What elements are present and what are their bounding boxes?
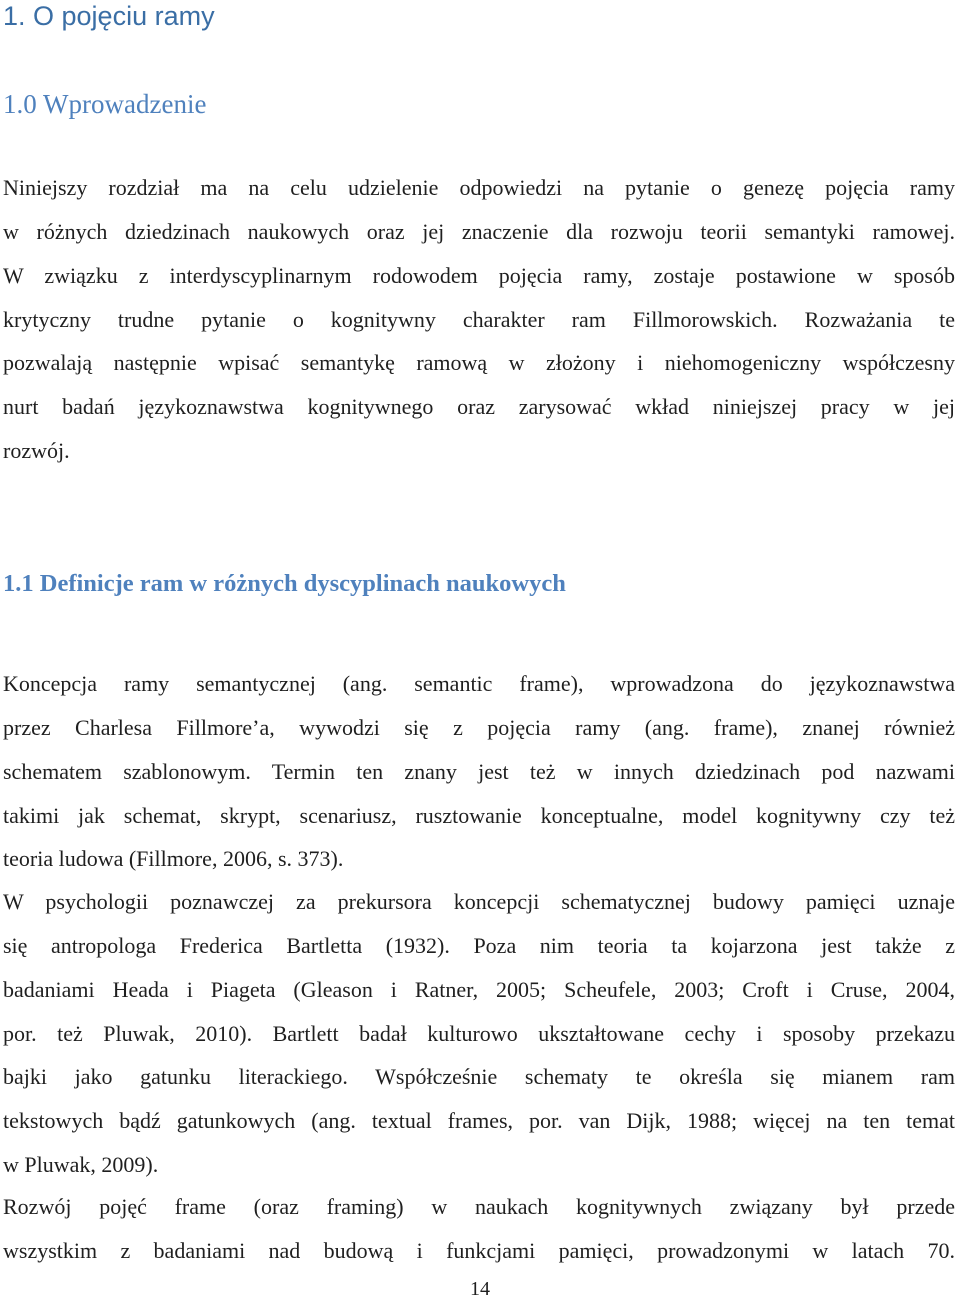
text-line: bajki jako gatunku literackiego. Współcześnie schematy te określa się mianem ram bbox=[3, 1064, 955, 1090]
text-line: przez Charlesa Fillmore’a, wywodzi się z pojęcia ramy (ang. frame), znanej również bbox=[3, 714, 955, 740]
text-line: teoria ludowa (Fillmore, 2006, s. 373). bbox=[3, 846, 344, 872]
page-number: 14 bbox=[470, 1278, 490, 1300]
text-line: por. też Pluwak, 2010). Bartlett badał kulturowo ukształtowane cechy i sposoby przekazu bbox=[3, 1020, 955, 1046]
section-heading-introduction: 1.0 Wprowadzenie bbox=[3, 89, 207, 119]
text-line: Rozwój pojęć frame (oraz framing) w naukach kognitywnych związany był przede bbox=[3, 1194, 955, 1219]
text-line: takimi jak schemat, skrypt, scenariusz, rusztowanie konceptualne, model kognitywny czy też bbox=[3, 802, 955, 828]
text-line: wszystkim z badaniami nad budową i funkcjami pamięci, prowadzonymi w latach 70. bbox=[3, 1237, 955, 1263]
text-line: rozwój. bbox=[3, 438, 70, 464]
paragraph-frame-development bbox=[3, 1185, 955, 1273]
text-line: w Pluwak, 2009). bbox=[3, 1152, 159, 1178]
text-line: W psychologii poznawczej za prekursora koncepcji schematycznej budowy pamięci uznaje bbox=[3, 889, 955, 914]
paragraph-semantic-frame bbox=[3, 662, 955, 881]
text-line: Niniejszy rozdział ma na celu udzielenie odpowiedzi na pytanie o genezę pojęcia ramy bbox=[3, 175, 955, 200]
text-line: schematem szablonowym. Termin ten znany jest też w innych dziedzinach pod nazwami bbox=[3, 758, 955, 784]
text-line: nurt badań językoznawstwa kognitywnego oraz zarysować wkład niniejszej pracy w jej bbox=[3, 394, 955, 420]
paragraph-cognitive-psychology bbox=[3, 880, 955, 1187]
text-line: tekstowych bądź gatunkowych (ang. textual frames, por. van Dijk, 1988; więcej na ten temat bbox=[3, 1108, 955, 1134]
intro-paragraph bbox=[3, 166, 955, 473]
text-line: pozwalają następnie wpisać semantykę ramową w złożony i niehomogeniczny współczesny bbox=[3, 350, 955, 376]
text-line: badaniami Heada i Piageta (Gleason i Ratner, 2005; Scheufele, 2003; Croft i Cruse, 2004, bbox=[3, 976, 955, 1002]
chapter-heading: 1. O pojęciu ramy bbox=[3, 1, 215, 31]
text-line: w różnych dziedzinach naukowych oraz jej znaczenie dla rozwoju teorii semantyki ramowej. bbox=[3, 218, 955, 244]
text-line: W związku z interdyscyplinarnym rodowodem pojęcia ramy, zostaje postawione w sposób bbox=[3, 262, 955, 288]
text-line: krytyczny trudne pytanie o kognitywny charakter ram Fillmorowskich. Rozważania te bbox=[3, 306, 955, 332]
text-line: Koncepcja ramy semantycznej (ang. semantic frame), wprowadzona do językoznawstwa bbox=[3, 671, 955, 696]
text-line: się antropologa Frederica Bartletta (1932). Poza nim teoria ta kojarzona jest także z bbox=[3, 932, 955, 958]
section-heading-definitions: 1.1 Definicje ram w różnych dyscyplinach naukowych bbox=[3, 570, 566, 597]
